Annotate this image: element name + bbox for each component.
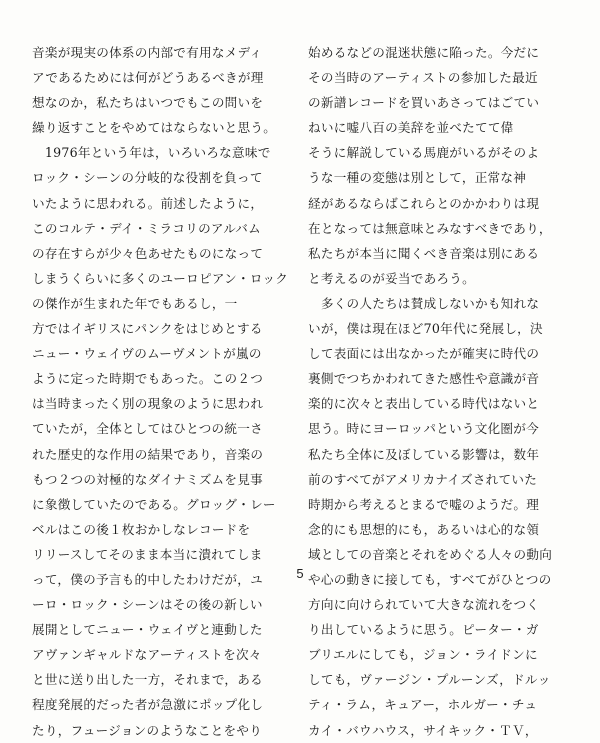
text-line: は当時まったく別の現象のように思われ xyxy=(32,396,264,412)
text-line: や心の動きに接しても，すべてがひとつの xyxy=(308,571,552,587)
text-line: 音楽が現実の体系の内部で有用なメディ xyxy=(32,45,263,60)
text-line: 時期から考えるとまるで嘘のようだ。理 xyxy=(308,496,540,512)
text-line: リリースしてそのまま本当に潰れてしま xyxy=(32,546,263,562)
text-line: 方ではイギリスにパンクをはじめとする xyxy=(32,321,263,337)
text-line: 私たちが本当に聞くべき音楽は別にある xyxy=(308,245,540,261)
text-line: ねいに嘘八百の美辞を並べたてて偉 xyxy=(308,120,514,136)
text-line: って，僕の予言も的中したわけだが，ユ xyxy=(32,571,263,587)
text-line: 展開としてニュー・ウェイヴと連動した xyxy=(32,622,263,638)
text-line: その当時のアーティストの参加した最近 xyxy=(308,70,538,86)
text-line: 程度発展的だった者が急激にポップ化し xyxy=(32,697,264,713)
text-line: と考えるのが妥当であろう。 xyxy=(308,270,475,286)
text-line: 念的にも思想的にも，あるいは心的な領 xyxy=(308,521,540,537)
text-line: ロック・シーンの分岐的な役割を負って xyxy=(32,170,263,186)
text-line: ティ・ラム，キュアー，ホルガー・チュ xyxy=(308,697,538,713)
text-line: 方向に向けられていて大きな流れをつく xyxy=(308,597,540,613)
text-line: いたように思われる。前述したように， xyxy=(32,195,264,211)
left-text-column xyxy=(32,40,290,743)
right-text-column xyxy=(308,40,566,743)
text-line: 裏側でつちかわれてきた感性や意識が音 xyxy=(308,371,540,387)
text-line: ブリエルにしても，ジョン・ライドンに xyxy=(308,647,538,663)
text-line: ていたが，全体としてはひとつの統一さ xyxy=(32,421,263,437)
text-line: に象徴していたのである。グロッグ・レー xyxy=(32,496,276,512)
text-line: しても，ヴァージン・プルーンズ，ドルッ xyxy=(308,672,551,688)
text-line: り出しているように思う。ピーター・ガ xyxy=(308,622,539,638)
text-line: 私たち全体に及ぼしている影響は，数年 xyxy=(308,446,540,462)
text-line: うな一種の変態は別として，正常な神 xyxy=(308,170,527,186)
text-line: もつ２つの対極的なダイナミズムを見事 xyxy=(32,471,263,487)
text-line: の存在すらが少々色あせたものになって xyxy=(32,245,264,261)
text-line: 1976年という年は，いろいろな意味で xyxy=(32,145,271,161)
text-line: の傑作が生まれた年でもあるし，一 xyxy=(32,295,238,311)
text-line: 思う。時にヨーロッパという文化圏が今 xyxy=(308,421,539,437)
page-number: 5 xyxy=(296,566,304,581)
text-line: カイ・バウハウス，サイキック・ＴＶ， xyxy=(308,722,538,738)
text-line: と世に送り出した一方，それまで，ある xyxy=(32,672,263,688)
text-line: れた歴史的な作用の結果であり，音楽の xyxy=(32,446,264,462)
text-line: 経があるならばこれらとのかかわりは現 xyxy=(308,195,540,211)
text-line: アであるためには何がどうあるべきが理 xyxy=(32,70,264,86)
text-line: 想なのか，私たちはいつでもこの問いを xyxy=(32,95,264,111)
text-line: 多くの人たちは賛成しないかも知れな xyxy=(308,295,540,311)
text-line: 楽的に次々と表出している時代はないと xyxy=(308,396,540,412)
text-line: いが，僕は現在ほど70年代に発展し，決 xyxy=(308,321,543,337)
text-line: 始めるなどの混迷状態に陥った。今だに xyxy=(308,45,540,60)
text-line: そうに解説している馬鹿がいるがそのよ xyxy=(308,145,540,161)
text-line: 繰り返すことをやめてはならないと思う。 xyxy=(32,120,277,136)
text-line: しまうくらいに多くのユーロピアン・ロック xyxy=(32,270,289,286)
text-line: アヴァンギャルドなアーティストを次々 xyxy=(32,647,262,663)
text-line: ベルはこの後１枚おかしなレコードを xyxy=(32,521,251,537)
text-line: ように定った時期でもあった。この２つ xyxy=(32,371,264,387)
text-line: の新譜レコードを買いあさってはごてい xyxy=(308,95,540,111)
text-line: 在となっては無意味とみなすべきであり， xyxy=(308,220,552,236)
text-line: 前のすべてがアメリカナイズされていた xyxy=(308,471,538,487)
text-line: して表面には出なかったが確実に時代の xyxy=(308,346,540,362)
text-line: このコルテ・デイ・ミラコリのアルバム xyxy=(32,220,261,236)
text-line: たり，フュージョンのようなことをやり xyxy=(32,722,263,738)
text-line: ニュー・ウェイヴのムーヴメントが嵐の xyxy=(32,346,262,362)
text-line: ーロ・ロック・シーンはその後の新しい xyxy=(32,597,263,613)
text-line: 域としての音楽とそれをめぐる人々の動向 xyxy=(308,546,553,562)
